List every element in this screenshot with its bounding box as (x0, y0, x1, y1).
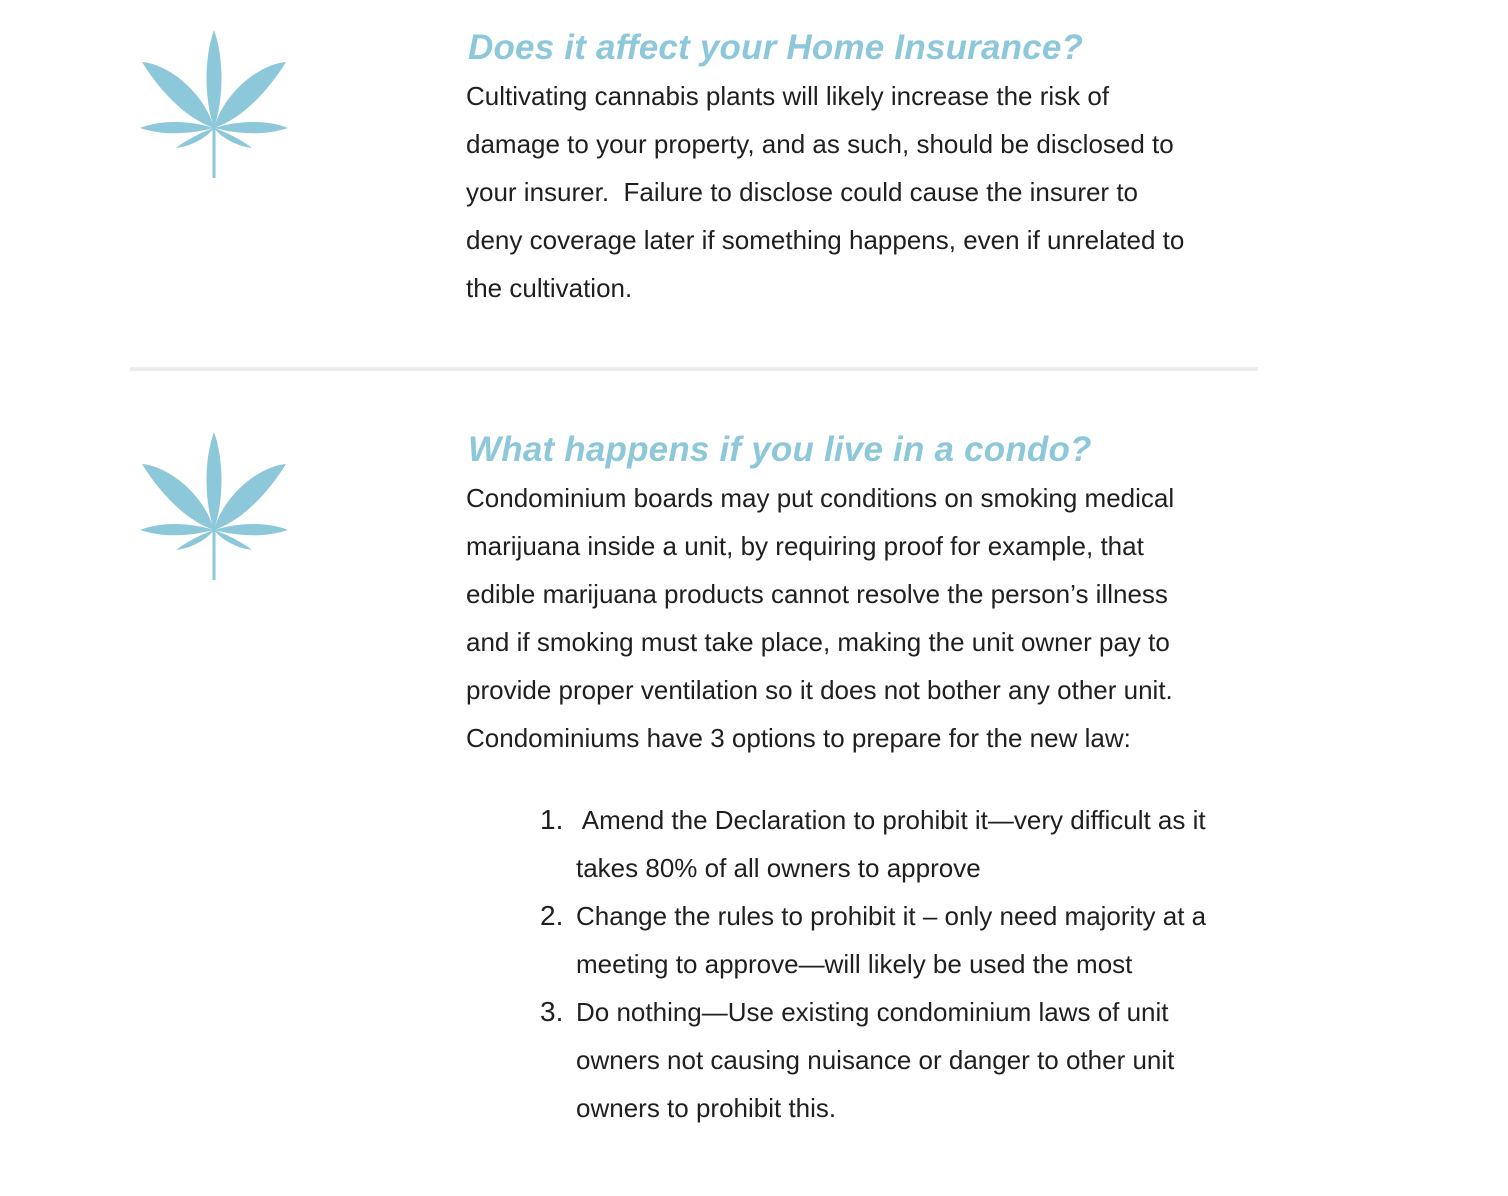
insurance-content (466, 26, 1266, 312)
paragraph-line: Condominiums have 3 options to prepare for the new law: (466, 723, 1131, 753)
paragraph-line: edible marijuana products cannot resolve the person’s illness (466, 579, 1168, 609)
paragraph-line: your insurer. Failure to disclose could cause the insurer to (466, 177, 1139, 207)
paragraph-line: damage to your property, and as such, should be disclosed to (466, 129, 1174, 159)
paragraph-line: and if smoking must take place, making the unit owner pay to (466, 627, 1170, 657)
section-paragraph (466, 474, 1266, 762)
list-item-line: meeting to approve—will likely be used the most (576, 949, 1133, 979)
section-heading: What happens if you live in a condo? (468, 430, 1092, 469)
paragraph-line: marijuana inside a unit, by requiring proof for example, that (466, 531, 1144, 561)
cannabis-leaf-icon (138, 28, 290, 180)
list-item (466, 988, 1286, 1132)
list-item-line: Change the rules to prohibit it – only need majority at a (576, 901, 1207, 931)
list-item-line: takes 80% of all owners to approve (576, 853, 981, 883)
list-item-line: Do nothing—Use existing condominium laws of unit (576, 997, 1169, 1027)
paragraph-line: the cultivation. (466, 273, 633, 303)
list-item (466, 796, 1286, 892)
list-item (466, 892, 1286, 988)
list-number: 3. (540, 996, 564, 1027)
list-number: 1. (540, 804, 564, 835)
section-divider (130, 367, 1258, 371)
condo-content (466, 428, 1266, 762)
section-paragraph (466, 72, 1266, 312)
paragraph-line: deny coverage later if something happens, even if unrelated to (466, 225, 1185, 255)
section-heading: Does it affect your Home Insurance? (468, 28, 1084, 67)
list-item-line: owners to prohibit this. (576, 1093, 837, 1123)
condo-options-list (466, 796, 1286, 1132)
paragraph-line: Cultivating cannabis plants will likely increase the risk of (466, 81, 1110, 111)
list-item-line: owners not causing nuisance or danger to other unit (576, 1045, 1175, 1075)
cannabis-leaf-icon (138, 430, 290, 582)
list-item-line: Amend the Declaration to prohibit it—very difficult as it (576, 805, 1206, 835)
paragraph-line: provide proper ventilation so it does not bother any other unit. (466, 675, 1173, 705)
paragraph-line: Condominium boards may put conditions on smoking medical (466, 483, 1175, 513)
list-number: 2. (540, 900, 564, 931)
